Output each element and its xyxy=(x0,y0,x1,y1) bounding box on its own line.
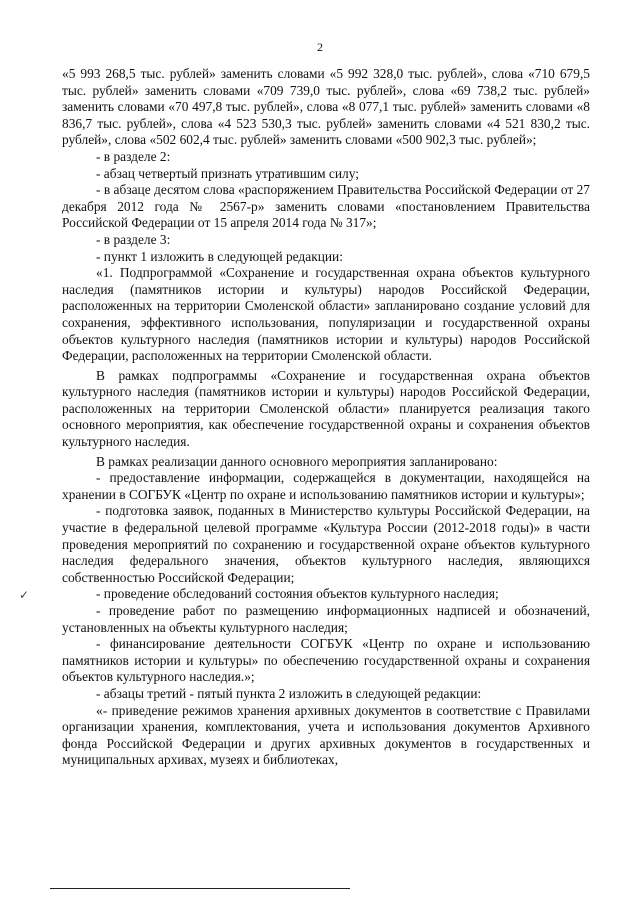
paragraph-11: - подготовка заявок, поданных в Министерство культуры Российской Федерации, на участие в федеральной целевой программе «Культура России (2012-2018 годы)» в части проведения мероприятий по сохранению и государственной охране объектов культурного наследия федерального значения, объектов культурного наследия, являющихся собственностью Российской Федерации; xyxy=(62,503,590,585)
paragraph-15: - абзацы третий - пятый пункта 2 изложить в следующей редакции: xyxy=(96,685,482,701)
paragraph-10: - предоставление информации, содержащейся в документации, находящейся на хранении в СОГБУК «Центр по охране и использованию памятников истории и культуры»; xyxy=(62,470,590,502)
paragraph-9: В рамках реализации данного основного мероприятия запланировано: xyxy=(96,453,498,469)
paragraph-4: - в абзаце десятом слова «распоряжением Правительства Российской Федерации от 27 декабря 2012 года № 2567-р» заменить словами «постановлением Правительства Российской Федерации от 15 апреля 2014 года № 317»; xyxy=(62,182,590,231)
paragraph-8: В рамках подпрограммы «Сохранение и государственная охрана объектов культурного наследия (памятников истории и культуры) народов Российской Федерации, расположенных на территории Смоленской области» планируется реализация такого основного мероприятия, как обеспечение государственной охраны и сохранения объектов культурного наследия. xyxy=(62,367,590,450)
paragraph-2: - в разделе 2: xyxy=(96,148,171,164)
paragraph-3: - абзац четвертый признать утратившим силу; xyxy=(96,165,359,181)
paragraph-16: «- приведение режимов хранения архивных документов в соответствие с Правилами организации хранения, комплектования, учета и использования документов Архивного фонда Российской Федерации и других архивных документов в государственных и муниципальных архивах, музеях и библиотеках, xyxy=(62,702,590,768)
paragraph-13: - проведение работ по размещению информационных надписей и обозначений, установленных на объекты культурного наследия; xyxy=(62,603,590,635)
paragraph-5: - в разделе 3: xyxy=(96,231,171,247)
paragraph-7: «1. Подпрограммой «Сохранение и государственная охрана объектов культурного наследия (памятников истории и культуры) народов Российской Федерации, расположенных на территории Смоленской области» запланировано создание условий для сохранения, эффективного использования, популяризации и государственной охраны объектов культурного наследия (памятников истории и культуры) народов Российской Федерации, расположенных на территории Смоленской области. xyxy=(62,265,590,364)
page-number: 2 xyxy=(317,40,323,54)
paragraph-6: - пункт 1 изложить в следующей редакции: xyxy=(96,248,343,264)
margin-checkmark: ✓ xyxy=(19,588,30,602)
paragraph-1: «5 993 268,5 тыс. рублей» заменить словами «5 992 328,0 тыс. рублей», слова «710 679,5 тыс. рублей» заменить словами «709 739,0 тыс. рублей», слова «69 738,2 тыс. рублей» заменить словами «70 497,8 тыс. рублей», слова «8 077,1 тыс. рублей» заменить словами «8 836,7 тыс. рублей», слова «4 523 530,3 тыс. рублей» заменить словами «4 521 830,2 тыс. рублей», слова «502 602,4 тыс. рублей» заменить словами «500 902,3 тыс. рублей»; xyxy=(62,66,590,148)
document-body xyxy=(62,66,590,769)
paragraph-12: - проведение обследований состояния объектов культурного наследия; xyxy=(96,586,499,602)
footer-divider xyxy=(50,888,350,889)
paragraph-14: - финансирование деятельности СОГБУК «Центр по охране и использованию памятников истории и культуры» по обеспечению государственной охраны и сохранения объектов культурного наследия.»; xyxy=(62,636,590,685)
